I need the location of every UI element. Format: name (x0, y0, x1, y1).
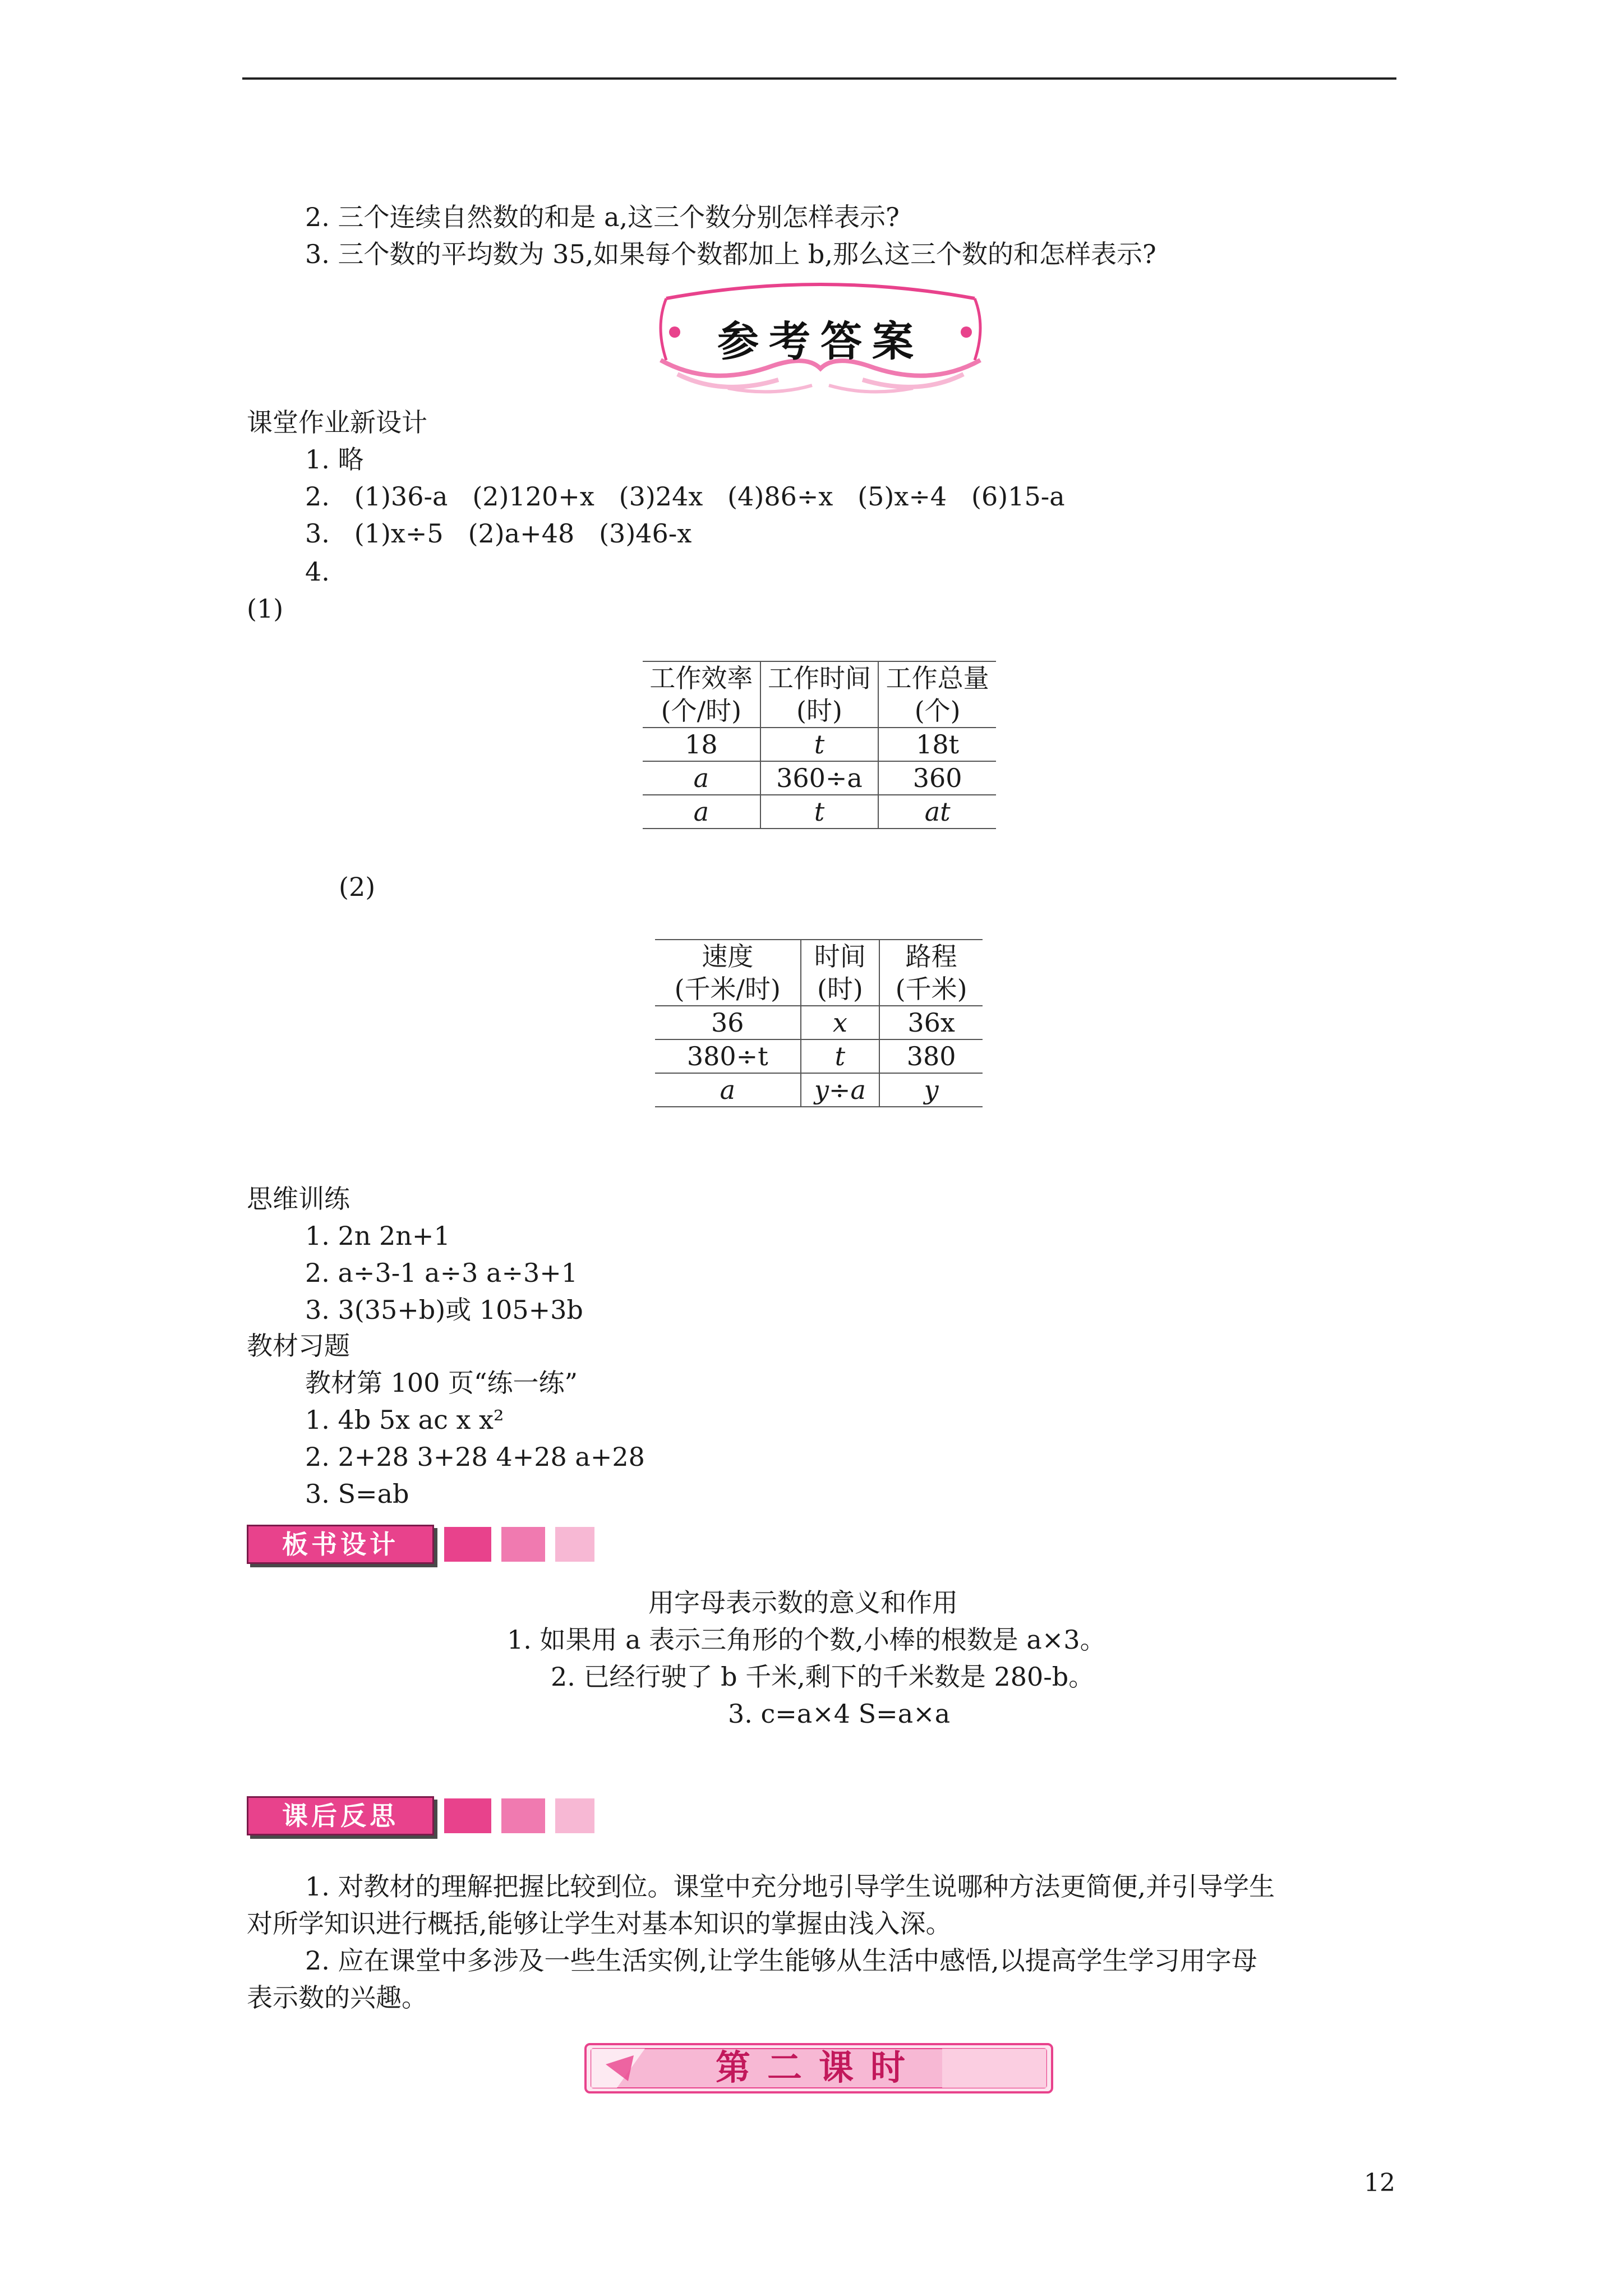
thinking-heading: 思维训练 (247, 1184, 350, 1214)
speed-table-cell: 36x (879, 1006, 983, 1039)
reflection-badge (247, 1796, 606, 1837)
textbook-answer-3: 3. S=ab (305, 1479, 409, 1509)
board-design-label: 板书设计 (247, 1525, 434, 1564)
question-3: 3. 三个数的平均数为 35,如果每个数都加上 b,那么这三个数的和怎样表示? (305, 239, 1156, 269)
thinking-answer-1: 1. 2n 2n+1 (305, 1221, 450, 1251)
speed-table-cell: a (655, 1073, 801, 1107)
textbook-heading: 教材习题 (247, 1331, 350, 1361)
speed-table-header-cell: 时间 (时) (801, 940, 880, 1006)
speed-table-cell: y (879, 1073, 983, 1107)
speed-table-cell: 380÷t (655, 1039, 801, 1073)
work-table-header-cell: 工作效率 (个/时) (643, 661, 760, 728)
work-table-cell: 360÷a (760, 761, 879, 795)
work-table-cell: at (878, 795, 996, 829)
speed-table-cell: 36 (655, 1006, 801, 1039)
badge-square-dark (444, 1798, 491, 1833)
reflection-p2-line-2: 表示数的兴趣。 (247, 1982, 427, 2013)
badge-square-light (555, 1798, 594, 1833)
board-title: 用字母表示数的意义和作用 (648, 1588, 958, 1618)
header-rule (242, 77, 1396, 80)
work-table-cell: a (643, 795, 760, 829)
page-number: 12 (1364, 2169, 1395, 2197)
textbook-answer-1: 1. 4b 5x ac x x² (305, 1405, 504, 1435)
work-table (643, 661, 996, 829)
board-line-3: 3. c=a×4 S=a×a (728, 1699, 951, 1729)
lesson-banner-title: 第二课时 (715, 2047, 922, 2088)
speed-table-header-cell: 速度 (千米/时) (655, 940, 801, 1006)
badge-square-dark (444, 1527, 491, 1562)
classwork-answer-2: 2. (1)36-a (2)120+x (3)24x (4)86÷x (5)x÷4 (6)15-a (305, 481, 1065, 512)
badge-square-mid (501, 1527, 545, 1562)
badge-square-mid (501, 1798, 545, 1833)
speed-table (655, 939, 983, 1107)
part-2-label: (2) (339, 872, 376, 902)
part-1-label: (1) (247, 593, 284, 624)
board-line-1: 1. 如果用 a 表示三角形的个数,小棒的根数是 a×3。 (507, 1625, 1106, 1655)
speed-table-header-cell: 路程 (千米) (879, 940, 983, 1006)
lesson-banner (583, 2042, 1054, 2095)
badge-square-light (555, 1527, 594, 1562)
reflection-p1-line-2: 对所学知识进行概括,能够让学生对基本知识的掌握由浅入深。 (247, 1908, 952, 1939)
classwork-answer-4: 4. (305, 556, 330, 587)
speed-table-cell: t (801, 1039, 880, 1073)
question-2: 2. 三个连续自然数的和是 a,这三个数分别怎样表示? (305, 202, 900, 232)
board-design-badge (247, 1525, 606, 1565)
work-table-cell: 18 (643, 728, 760, 761)
speed-table-cell: 380 (879, 1039, 983, 1073)
classwork-heading: 课堂作业新设计 (247, 407, 427, 438)
speed-table-cell: x (801, 1006, 880, 1039)
work-table-cell: 360 (878, 761, 996, 795)
thinking-answer-2: 2. a÷3-1 a÷3 a÷3+1 (305, 1258, 578, 1288)
work-table-cell: a (643, 761, 760, 795)
answer-banner-title: 参考答案 (717, 318, 924, 366)
work-table-cell: 18t (878, 728, 996, 761)
thinking-answer-3: 3. 3(35+b)或 105+3b (305, 1295, 583, 1325)
answer-banner (644, 276, 997, 399)
reflection-label: 课后反思 (247, 1796, 434, 1835)
work-table-cell: t (760, 795, 879, 829)
reflection-p1-line-1: 1. 对教材的理解把握比较到位。课堂中充分地引导学生说哪种方法更简便,并引导学生 (305, 1871, 1275, 1902)
work-table-cell: t (760, 728, 879, 761)
classwork-answer-3: 3. (1)x÷5 (2)a+48 (3)46-x (305, 518, 692, 549)
board-line-2: 2. 已经行驶了 b 千米,剩下的千米数是 280-b。 (551, 1662, 1095, 1692)
textbook-subheading: 教材第 100 页“练一练” (305, 1368, 578, 1398)
textbook-answer-2: 2. 2+28 3+28 4+28 a+28 (305, 1442, 645, 1472)
classwork-answer-1: 1. 略 (305, 444, 364, 475)
work-table-header-cell: 工作总量 (个) (878, 661, 996, 728)
work-table-header-cell: 工作时间 (时) (760, 661, 879, 728)
speed-table-cell: y÷a (801, 1073, 880, 1107)
reflection-p2-line-1: 2. 应在课堂中多涉及一些生活实例,让学生能够从生活中感悟,以提高学生学习用字母 (305, 1945, 1257, 1976)
